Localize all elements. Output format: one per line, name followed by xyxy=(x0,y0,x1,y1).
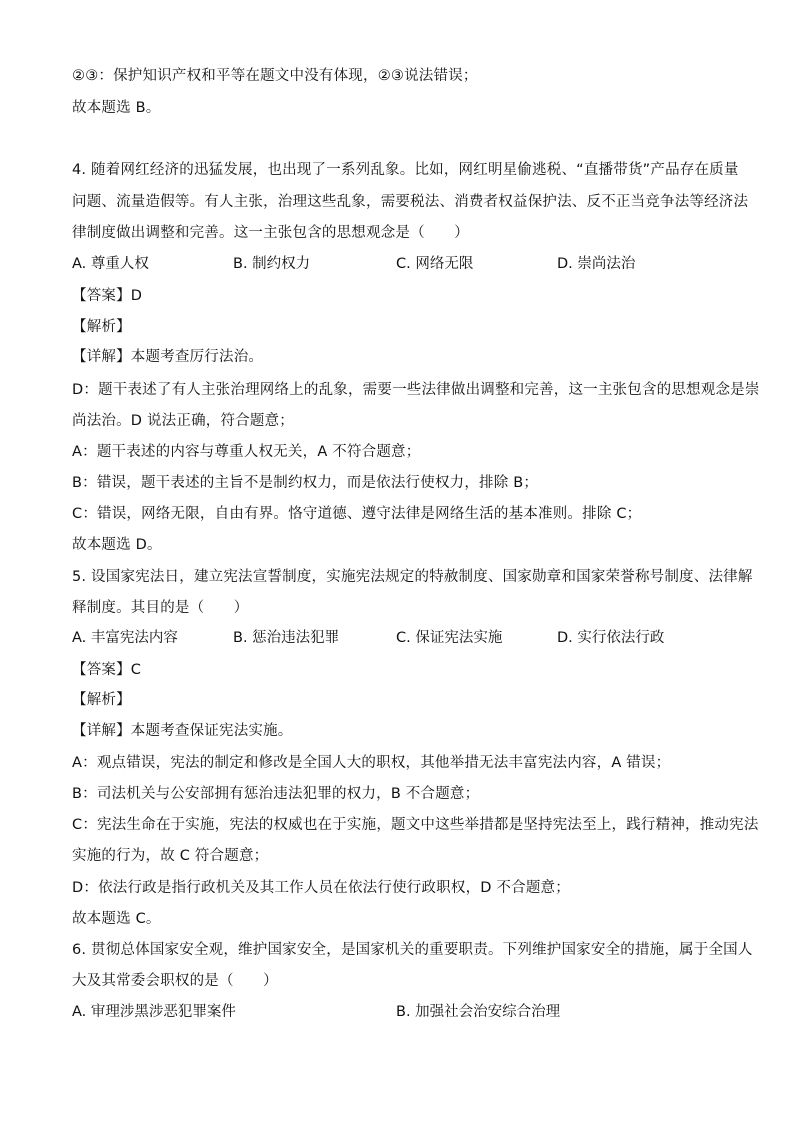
q6-stem-line: 大及其常委会职权的是（ ） xyxy=(72,973,278,989)
q4-option-c: C. 网络无限 xyxy=(396,256,474,272)
q4-answer: 【答案】D xyxy=(72,288,143,304)
q5-detail-line: A：观点错误，宪法的制定和修改是全国人大的职权，其他举措无法丰富宪法内容，A 错误； xyxy=(72,755,671,771)
q5-option-a: A. 丰富宪法内容 xyxy=(72,630,178,646)
q6-stem-line: 6. 贯彻总体国家安全观，维护国家安全，是国家机关的重要职责。下列维护国家安全的措施，属于全国人 xyxy=(72,942,753,958)
q5-stem-line: 释制度。其目的是（ ） xyxy=(72,600,249,616)
q5-conclusion: 故本题选 C。 xyxy=(72,911,161,927)
q4-conclusion: 故本题选 D。 xyxy=(72,537,162,553)
q5-detail-line: 【详解】本题考查保证宪法实施。 xyxy=(72,723,293,739)
q4-detail-line: C：错误，网络无限，自由有界。恪守道德、遵守法律是网络生活的基本准则。排除 C； xyxy=(72,506,642,522)
q4-option-b: B. 制约权力 xyxy=(233,256,311,272)
q4-option-a: A. 尊重人权 xyxy=(72,256,149,272)
intro-conclusion: 故本题选 B。 xyxy=(72,100,161,116)
q5-option-c: C. 保证宪法实施 xyxy=(396,630,503,646)
q5-analysis-label: 【解析】 xyxy=(72,692,131,708)
intro-line: ②③：保护知识产权和平等在题文中没有体现，②③说法错误； xyxy=(72,68,478,84)
q5-option-b: B. 惩治违法犯罪 xyxy=(233,630,340,646)
q5-detail-line: D：依法行政是指行政机关及其工作人员在依法行使行政职权，D 不合题意； xyxy=(72,880,570,896)
q4-stem-line: 律制度做出调整和完善。这一主张包含的思想观念是（ ） xyxy=(72,225,469,241)
q4-detail-line: 尚法治。D 说法正确，符合题意； xyxy=(72,413,294,429)
q4-detail-line: 【详解】本题考查厉行法治。 xyxy=(72,349,264,365)
q4-stem-line: 4. 随着网红经济的迅猛发展，也出现了一系列乱象。比如，网红明星偷逃税、“直播带货”产品存在质量 xyxy=(72,162,739,178)
q4-detail-line: A：题干表述的内容与尊重人权无关，A 不符合题意； xyxy=(72,444,421,460)
q4-analysis-label: 【解析】 xyxy=(72,319,131,335)
q5-detail-line: B：司法机关与公安部拥有惩治违法犯罪的权力，B 不合题意； xyxy=(72,786,480,802)
q6-option-a: A. 审理涉黑涉恶犯罪案件 xyxy=(72,1004,236,1020)
q5-answer: 【答案】C xyxy=(72,662,142,678)
q6-option-b: B. 加强社会治安综合治理 xyxy=(396,1004,561,1020)
q5-option-d: D. 实行依法行政 xyxy=(557,630,665,646)
q4-option-d: D. 崇尚法治 xyxy=(557,256,636,272)
q5-detail-line: C：宪法生命在于实施，宪法的权威也在于实施，题文中这些举措都是坚持宪法至上，践行精神，推动宪法 xyxy=(72,817,759,833)
q4-stem-line: 问题、流量造假等。有人主张，治理这些乱象，需要税法、消费者权益保护法、反不正当竞争法等经济法 xyxy=(72,194,749,210)
q5-stem-line: 5. 设国家宪法日，建立宪法宣誓制度，实施宪法规定的特赦制度、国家勋章和国家荣誉称号制度、法律解 xyxy=(72,569,753,585)
q5-detail-line: 实施的行为，故 C 符合题意； xyxy=(72,848,269,864)
q4-detail-line: B：错误，题干表述的主旨不是制约权力，而是依法行使权力，排除 B； xyxy=(72,475,539,491)
q4-detail-line: D：题干表述了有人主张治理网络上的乱象，需要一些法律做出调整和完善，这一主张包含的思想观念是崇 xyxy=(72,382,760,398)
